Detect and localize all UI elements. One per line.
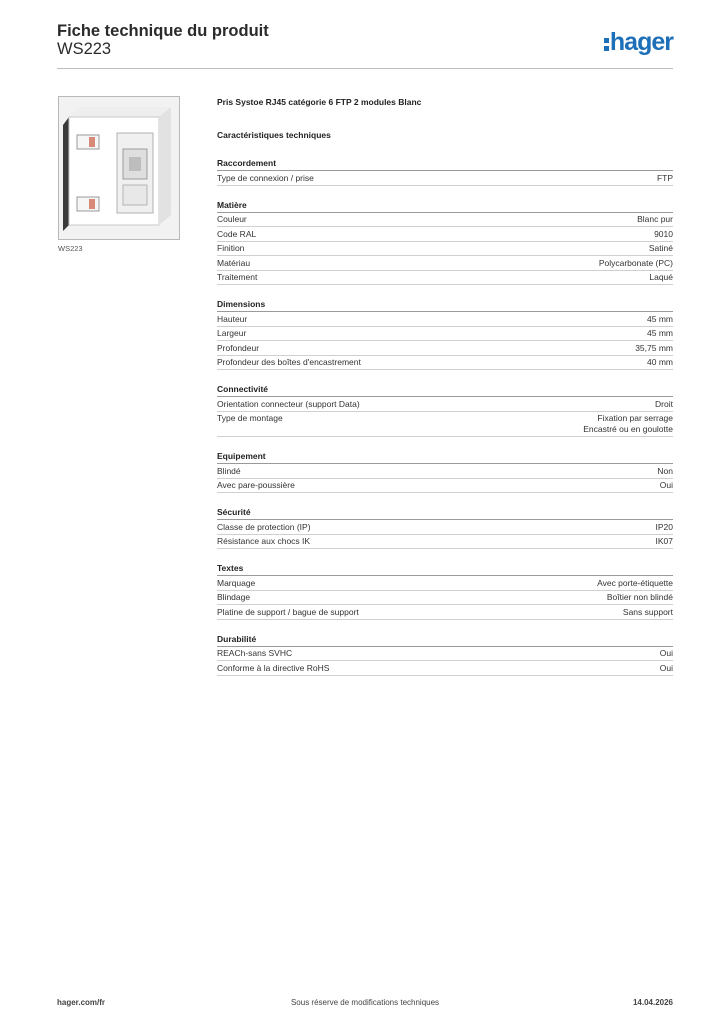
spec-value [649, 243, 673, 254]
section-title: Caractéristiques techniques [217, 130, 331, 140]
spec-value-line: Laqué [649, 272, 673, 282]
spec-label: Résistance aux chocs IK [217, 536, 311, 546]
spec-row [217, 341, 673, 356]
spec-row [217, 576, 673, 591]
spec-label: Finition [217, 243, 245, 253]
spec-value [623, 607, 673, 618]
spec-label: Platine de support / bague de support [217, 606, 359, 617]
spec-value [647, 314, 673, 325]
spec-row [217, 605, 673, 620]
spec-row [217, 312, 673, 327]
spec-value-line: Oui [659, 648, 673, 658]
spec-value [583, 413, 673, 435]
spec-row [217, 479, 673, 494]
spec-label: Code RAL [217, 228, 257, 239]
image-caption: WS223 [58, 244, 83, 253]
spec-row [217, 397, 673, 412]
group-title: Durabilité [217, 632, 673, 647]
spec-label: Conforme à la directive RoHS [217, 662, 330, 673]
spec-row [217, 412, 673, 438]
spec-label: Couleur [217, 214, 247, 224]
spec-row [217, 464, 673, 479]
characteristics-group [217, 382, 673, 437]
spec-value [637, 214, 673, 225]
spec-label: Type de connexion / prise [217, 172, 314, 183]
spec-row [217, 242, 673, 257]
spec-label: Blindé [217, 465, 241, 476]
spec-value [597, 578, 673, 589]
spec-label: Orientation connecteur (support Data) [217, 398, 360, 409]
spec-row [217, 256, 673, 271]
spec-value-line: FTP [656, 172, 673, 183]
group-title: Raccordement [217, 156, 673, 171]
spec-label: Traitement [217, 272, 258, 282]
spec-row [217, 213, 673, 228]
characteristics-group [217, 449, 673, 493]
spec-label: Profondeur des boîtes d'encastrement [217, 357, 361, 367]
spec-label: Type de montage [217, 413, 283, 423]
spec-row [217, 647, 673, 662]
spec-value [657, 466, 673, 477]
characteristics-groups [217, 156, 673, 676]
spec-value [660, 480, 673, 491]
spec-value-line: Satiné [648, 243, 673, 253]
spec-value-line: Droit [655, 398, 673, 409]
spec-value-line: 9010 [654, 228, 673, 239]
header-divider [57, 68, 673, 69]
characteristics-group [217, 198, 673, 286]
spec-value-line: IK07 [655, 536, 673, 546]
footer-website: hager.com/fr [57, 998, 106, 1007]
spec-value-line: 35,75 mm [635, 342, 673, 353]
spec-value-line: Boîtier non blindé [606, 592, 673, 602]
group-title: Matière [217, 198, 673, 213]
spec-value [635, 343, 673, 354]
product-reference: WS223 [57, 40, 112, 58]
spec-value [656, 536, 674, 547]
spec-label: REACh-sans SVHC [217, 648, 293, 658]
spec-label: Hauteur [217, 313, 248, 324]
spec-value-line: 45 mm [647, 328, 673, 338]
spec-value-line: IP20 [655, 521, 673, 532]
group-title: Sécurité [217, 505, 673, 520]
spec-value [599, 258, 673, 269]
spec-row [217, 327, 673, 342]
spec-value-line: Polycarbonate (PC) [598, 257, 673, 268]
spec-value [647, 357, 673, 368]
rj45-socket-illustration [59, 97, 179, 239]
spec-value [660, 648, 673, 659]
footer-date: 14.04.2026 [632, 998, 673, 1007]
spec-value [607, 592, 673, 603]
spec-value [660, 663, 673, 674]
spec-value [647, 328, 673, 339]
group-title: Dimensions [217, 297, 673, 312]
spec-label: Matériau [217, 257, 251, 268]
characteristics-group [217, 505, 673, 549]
characteristics-group [217, 561, 673, 620]
spec-row [217, 535, 673, 550]
spec-value-line: Non [657, 465, 673, 476]
spec-label: Largeur [217, 328, 247, 338]
page-footer [57, 998, 673, 1010]
spec-row [217, 356, 673, 371]
characteristics-group [217, 297, 673, 370]
spec-value [654, 229, 673, 240]
page-header [57, 20, 673, 70]
spec-value [656, 522, 674, 533]
spec-value-line: Blanc pur [637, 214, 673, 224]
spec-row [217, 661, 673, 676]
document-title: Fiche technique du produit [57, 22, 269, 40]
spec-value [657, 173, 673, 184]
spec-value-line: Encastré ou en goulotte [583, 424, 673, 434]
spec-row [217, 271, 673, 286]
spec-label: Blindage [217, 592, 251, 602]
spec-row [217, 520, 673, 535]
footer-disclaimer: Sous réserve de modifications techniques [290, 998, 440, 1007]
spec-value [649, 272, 673, 283]
spec-row [217, 591, 673, 606]
group-title: Textes [217, 561, 673, 576]
product-name: Pris Systoe RJ45 catégorie 6 FTP 2 modules Blanc [217, 97, 422, 107]
spec-label: Profondeur [217, 342, 260, 353]
spec-label: Marquage [217, 577, 256, 588]
characteristics-group [217, 632, 673, 676]
hager-logo [604, 28, 673, 56]
spec-value-line: 40 mm [647, 357, 673, 367]
spec-value-line: Fixation par serrage [597, 413, 673, 423]
spec-value-line: 45 mm [647, 313, 673, 324]
group-title: Connectivité [217, 382, 673, 397]
logo-text: hager [609, 27, 673, 56]
spec-value [655, 399, 673, 410]
spec-value-line: Oui [659, 662, 673, 673]
characteristics-group [217, 156, 673, 186]
spec-value-line: Avec porte-étiquette [597, 577, 673, 588]
technical-sheet [217, 96, 673, 688]
spec-value-line: Sans support [622, 606, 673, 617]
spec-row [217, 227, 673, 242]
group-title: Equipement [217, 449, 673, 464]
spec-label: Avec pare-poussière [217, 480, 295, 490]
product-image [58, 96, 180, 240]
spec-label: Classe de protection (IP) [217, 521, 311, 532]
spec-row [217, 171, 673, 186]
spec-value-line: Oui [659, 480, 673, 490]
logo-colon-mark [604, 33, 609, 53]
